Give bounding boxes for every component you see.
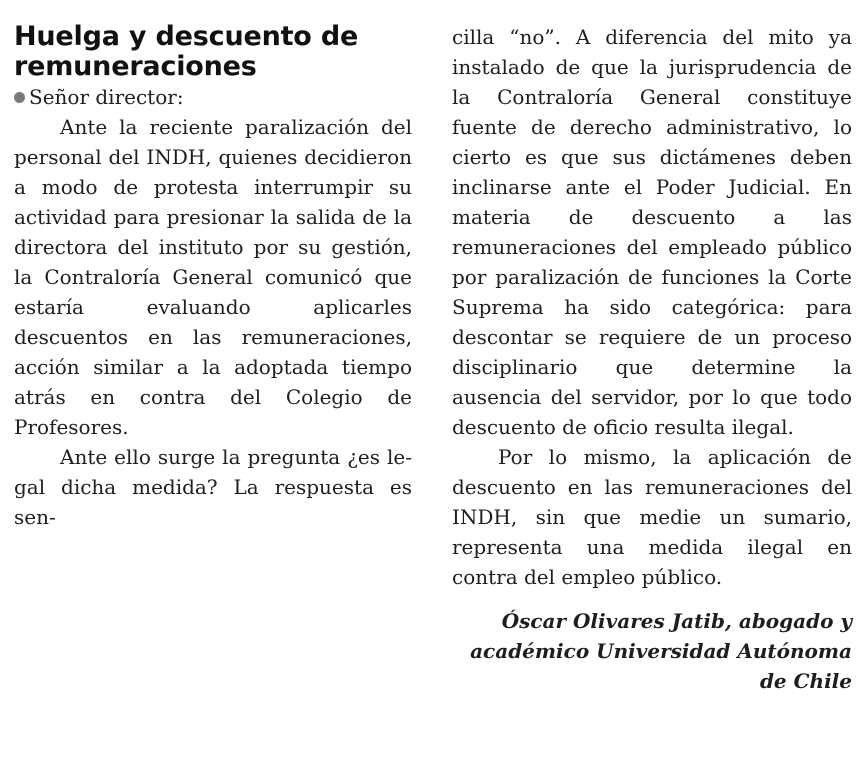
salutation-line: [14, 82, 412, 112]
left-column: [14, 22, 412, 532]
right-column: [452, 22, 852, 696]
paragraph-2-start: Ante ello surge la pregunta ¿es le- gal dicha medida? La respuesta es sen-: [14, 445, 412, 529]
paragraph-3: Por lo mismo, la aplicación de descuento en las remuneraciones del INDH, sin que medie un sumario, representa una medida ilegal en contra del empleo público.: [452, 445, 852, 589]
paragraph-2-full: [0, 0, 1, 1]
bullet-dot-icon: [14, 92, 25, 103]
salutation: Señor director:: [29, 85, 184, 109]
signature: Óscar Olivares Jatib, abogado y académico Universidad Autónoma de Chile: [470, 609, 852, 693]
paragraph-1: Ante la reciente paralización del personal del INDH, quienes decidieron a modo de protesta interrumpir su actividad para presionar la salida de la directora del instituto por su gestión, la Contraloría General comunicó que estaría evaluando aplicarles descuentos en las remuneraciones, acción similar a la adoptada tiempo atrás en contra del Colegio de Profesores.: [14, 115, 412, 439]
headline: Huelga y descuento de remuneraciones: [14, 21, 359, 82]
paragraph-2-continued: cilla “no”. A diferencia del mito ya instalado de que la jurisprudencia de la Contraloría General constituye fuente de derecho administrativo, lo cierto es que sus dictámenes deben inclinarse ante el Poder Judicial. En materia de descuento a las remuneraciones del empleado público por paralización de funciones la Corte Suprema ha sido categórica: para descontar se requiere de un proceso disciplinario que determine la ausencia del servidor, por lo que todo descuento de oficio resulta ilegal.: [452, 25, 852, 439]
